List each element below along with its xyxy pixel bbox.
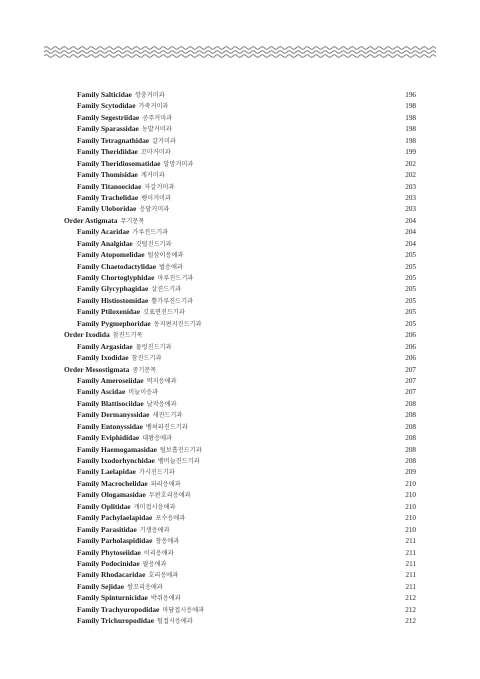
- toc-latin-name: Family Pygmephoridae: [77, 318, 151, 328]
- toc-latin-name: Family Parholaspididae: [77, 536, 153, 546]
- toc-page-number: 204: [405, 228, 416, 237]
- toc-korean-name: 호리응애과: [148, 572, 179, 580]
- toc-family-row: [64, 158, 416, 169]
- toc-family-row: [64, 455, 416, 466]
- toc-page-number: 198: [405, 136, 416, 145]
- toc-latin-name: Family Ptiloxenidae: [77, 307, 141, 317]
- toc-latin-name: Family Scytodidae: [77, 101, 136, 111]
- toc-page-number: 199: [405, 148, 416, 157]
- toc-korean-name: 박쥐응애과: [150, 595, 181, 603]
- toc-korean-name: 파리응애과: [150, 480, 181, 488]
- toc-latin-name: Family Laelapidae: [77, 467, 136, 477]
- toc-page-number: 205: [405, 308, 416, 317]
- toc-family-row: [64, 169, 416, 180]
- toc-korean-name: 알망거미과: [163, 160, 194, 168]
- toc-latin-name: Family Podocinidae: [77, 558, 140, 568]
- toc-family-row: [64, 375, 416, 386]
- toc-latin-name: Family Theridiidae: [77, 147, 138, 157]
- toc-page-number: 208: [405, 457, 416, 465]
- toc-family-row: [64, 512, 416, 523]
- toc-korean-name: 포수응애과: [155, 515, 186, 523]
- toc-latin-name: Family Trachelidae: [77, 192, 139, 202]
- toc-latin-name: Family Thomisidae: [77, 170, 138, 180]
- toc-family-row: [64, 238, 416, 249]
- toc-page-number: 211: [405, 571, 416, 580]
- toc-latin-name: Family Trichuropodidae: [77, 616, 154, 626]
- toc-page-number: 203: [405, 193, 416, 202]
- toc-family-row: [64, 261, 416, 272]
- toc-korean-name: 농발거미과: [141, 126, 172, 134]
- table-of-contents: [64, 89, 416, 627]
- toc-family-row: [64, 398, 416, 409]
- toc-latin-name: Family Chaetodactylidae: [77, 261, 157, 271]
- toc-latin-name: Order Astigmata: [64, 215, 118, 225]
- toc-korean-name: 뱀허파진드기과: [145, 423, 188, 431]
- toc-order-row: [64, 215, 416, 226]
- toc-family-row: [64, 272, 416, 283]
- toc-family-row: [64, 581, 416, 592]
- toc-korean-name: 털접시응애과: [157, 618, 193, 626]
- toc-family-row: [64, 318, 416, 329]
- toc-page-number: 208: [405, 422, 416, 431]
- toc-latin-name: Family Glycyphagidae: [77, 284, 149, 294]
- toc-family-row: [64, 306, 416, 317]
- toc-page-number: 206: [405, 342, 416, 351]
- toc-family-row: [64, 547, 416, 558]
- toc-page-number: 198: [405, 102, 416, 111]
- toc-page-number: 205: [405, 251, 416, 260]
- toc-page-number: 212: [405, 594, 416, 603]
- toc-family-row: [64, 341, 416, 352]
- toc-page-number: 207: [405, 376, 416, 385]
- toc-latin-name: Family Ixodidae: [77, 353, 129, 363]
- toc-page-number: 211: [405, 548, 416, 557]
- toc-page-number: 205: [405, 274, 416, 282]
- toc-latin-name: Family Pachylaelapidae: [77, 513, 153, 523]
- toc-latin-name: Family Entonyssidae: [77, 421, 143, 431]
- toc-page-number: 205: [405, 296, 416, 305]
- toc-page-number: 210: [405, 502, 416, 511]
- toc-page-number: 209: [405, 468, 416, 477]
- toc-family-row: [64, 421, 416, 432]
- toc-page-number: 210: [405, 479, 416, 488]
- toc-latin-name: Family Rhodacaridae: [77, 570, 146, 580]
- toc-family-row: [64, 181, 416, 192]
- toc-family-row: [64, 444, 416, 455]
- wave-border-decoration: [44, 44, 436, 60]
- toc-latin-name: Family Ameroseiidae: [77, 375, 144, 385]
- toc-page-number: 212: [405, 605, 416, 614]
- toc-korean-name: 동지편지진드기과: [153, 320, 202, 328]
- toc-family-row: [64, 283, 416, 294]
- toc-korean-name: 응달거미과: [139, 206, 170, 214]
- toc-korean-name: 게거미과: [140, 172, 165, 180]
- toc-page-number: 205: [405, 319, 416, 328]
- toc-latin-name: Family Argasidae: [77, 341, 133, 351]
- toc-page-number: 206: [405, 354, 416, 363]
- toc-family-row: [64, 466, 416, 477]
- toc-family-row: [64, 100, 416, 111]
- toc-family-row: [64, 615, 416, 626]
- toc-korean-name: 비늘이응과: [128, 389, 159, 397]
- toc-korean-name: 뱀비늘진드기과: [157, 458, 200, 465]
- toc-latin-name: Family Trachyuropodidae: [77, 604, 160, 614]
- toc-latin-name: Family Eviphididae: [77, 433, 140, 443]
- toc-korean-name: 물렁진드기과: [135, 343, 172, 351]
- toc-page-number: 210: [405, 514, 416, 523]
- toc-korean-name: 개미접시응애과: [133, 503, 176, 511]
- toc-korean-name: 갈거미과: [152, 137, 176, 145]
- toc-family-row: [64, 89, 416, 100]
- toc-korean-name: 무기문목: [120, 217, 145, 225]
- toc-latin-name: Family Phytoseiidae: [77, 547, 141, 557]
- toc-latin-name: Order Mesostigmata: [64, 364, 130, 374]
- toc-page-number: 203: [405, 205, 416, 214]
- toc-latin-name: Family Tetragnathidae: [77, 135, 150, 145]
- toc-korean-name: 창응애과: [155, 538, 180, 546]
- toc-family-row: [64, 295, 416, 306]
- toc-latin-name: Family Histiostomidae: [77, 295, 149, 305]
- toc-page-number: 210: [405, 491, 416, 500]
- toc-latin-name: Family Macrochelidae: [77, 478, 148, 488]
- toc-page-number: 211: [405, 582, 416, 591]
- toc-latin-name: Family Theridiosomatidae: [77, 158, 161, 168]
- toc-latin-name: Family Spinturnicidae: [77, 593, 148, 603]
- toc-korean-name: 대왕응애과: [142, 435, 173, 443]
- toc-korean-name: 팔응애과: [142, 560, 167, 568]
- toc-family-row: [64, 409, 416, 420]
- toc-latin-name: Order Ixodida: [64, 330, 110, 340]
- toc-latin-name: Family Haemogamasidae: [77, 444, 157, 454]
- toc-page-number: 198: [405, 125, 416, 134]
- toc-korean-name: 털보흡진드기과: [159, 446, 202, 454]
- toc-page-number: 196: [405, 91, 416, 99]
- toc-family-row: [64, 478, 416, 489]
- toc-latin-name: Family Parasitidae: [77, 524, 137, 534]
- toc-korean-name: 중기문목: [132, 366, 157, 374]
- toc-family-row: [64, 558, 416, 569]
- toc-page-number: 211: [405, 537, 416, 546]
- toc-family-row: [64, 352, 416, 363]
- toc-family-row: [64, 135, 416, 146]
- toc-page-number: 204: [405, 239, 416, 248]
- toc-korean-name: 참진드기과: [131, 355, 162, 363]
- toc-page-number: 208: [405, 411, 416, 420]
- toc-korean-name: 먹지응애과: [146, 377, 177, 385]
- toc-latin-name: Family Ixodorhynchidae: [77, 456, 155, 465]
- toc-page-number: 208: [405, 445, 416, 454]
- toc-family-row: [64, 249, 416, 260]
- toc-latin-name: Family Dermanyssidae: [77, 410, 150, 420]
- toc-order-row: [64, 329, 416, 340]
- toc-order-row: [64, 364, 416, 375]
- toc-family-row: [64, 432, 416, 443]
- toc-latin-name: Family Chortoglyphidae: [77, 273, 155, 282]
- toc-page-number: 207: [405, 365, 416, 374]
- toc-korean-name: 쌍꼬리응애과: [127, 583, 163, 591]
- toc-latin-name: Family Blattisociidae: [77, 398, 144, 408]
- toc-page-number: 205: [405, 285, 416, 294]
- toc-korean-name: 살진드기과: [151, 286, 182, 294]
- toc-korean-name: 가죽거미과: [138, 103, 169, 111]
- toc-korean-name: 꼬마거미과: [140, 149, 171, 157]
- toc-korean-name: 가시진드기과: [138, 469, 175, 477]
- toc-latin-name: Family Titanoecidae: [77, 181, 142, 191]
- toc-entry-name: [64, 615, 193, 627]
- toc-latin-name: Family Atopomelidae: [77, 250, 145, 260]
- toc-page-number: 207: [405, 388, 416, 397]
- toc-korean-name: 마담접시응애과: [162, 606, 205, 614]
- toc-korean-name: 공주거미과: [142, 114, 173, 122]
- toc-page-number: 205: [405, 262, 416, 271]
- toc-family-row: [64, 226, 416, 237]
- toc-korean-name: 날작응애과: [146, 400, 177, 408]
- toc-family-row: [64, 592, 416, 603]
- toc-family-row: [64, 501, 416, 512]
- toc-latin-name: Family Sparassidae: [77, 124, 139, 134]
- toc-korean-name: 가루진드기과: [132, 229, 169, 237]
- toc-korean-name: 참진드기목: [112, 332, 143, 340]
- toc-latin-name: Family Sejidae: [77, 581, 125, 591]
- toc-latin-name: Family Ologamasidae: [77, 490, 146, 500]
- toc-page-number: 208: [405, 399, 416, 408]
- toc-family-row: [64, 569, 416, 580]
- toc-korean-name: 뿔가루진드기과: [151, 297, 194, 305]
- toc-latin-name: Family Segestriidae: [77, 112, 140, 122]
- toc-family-row: [64, 604, 416, 615]
- toc-latin-name: Family Ascidae: [77, 387, 126, 397]
- toc-korean-name: 털삼이응애과: [147, 252, 184, 260]
- toc-korean-name: 깃표면진드기과: [143, 309, 185, 317]
- toc-korean-name: 두판호리응애과: [148, 492, 191, 500]
- toc-family-row: [64, 524, 416, 535]
- toc-latin-name: Family Acaridae: [77, 227, 130, 237]
- toc-family-row: [64, 489, 416, 500]
- toc-korean-name: 벌응애과: [159, 263, 183, 271]
- toc-family-row: [64, 192, 416, 203]
- toc-latin-name: Family Analgidae: [77, 238, 133, 248]
- toc-family-row: [64, 386, 416, 397]
- toc-korean-name: 깃털진드기과: [135, 240, 172, 248]
- toc-family-row: [64, 146, 416, 157]
- toc-korean-name: 팽이거미과: [141, 194, 171, 202]
- toc-korean-name: 기생응애과: [139, 526, 170, 534]
- toc-latin-name: Family Uloboridae: [77, 204, 137, 214]
- toc-family-row: [64, 535, 416, 546]
- toc-page-number: 211: [405, 559, 416, 568]
- toc-korean-name: 마루진드기과: [157, 275, 194, 282]
- toc-family-row: [64, 112, 416, 123]
- toc-page-number: 206: [405, 331, 416, 340]
- toc-korean-name: 자갈거미과: [144, 183, 175, 191]
- toc-page-number: 198: [405, 113, 416, 122]
- toc-page-number: 212: [405, 617, 416, 626]
- toc-korean-name: 새진드기과: [152, 412, 183, 420]
- toc-page-number: 202: [405, 171, 416, 180]
- toc-page-number: 203: [405, 182, 416, 191]
- toc-page-number: 208: [405, 434, 416, 443]
- toc-korean-name: 이리응애과: [143, 549, 174, 557]
- toc-latin-name: Family Salticidae: [77, 90, 132, 99]
- toc-latin-name: Family Oplitidae: [77, 501, 131, 511]
- toc-family-row: [64, 123, 416, 134]
- toc-korean-name: 깡충거미과: [134, 92, 165, 99]
- toc-page-number: 210: [405, 525, 416, 534]
- toc-family-row: [64, 203, 416, 214]
- toc-page-number: 204: [405, 216, 416, 225]
- toc-page-number: 202: [405, 159, 416, 168]
